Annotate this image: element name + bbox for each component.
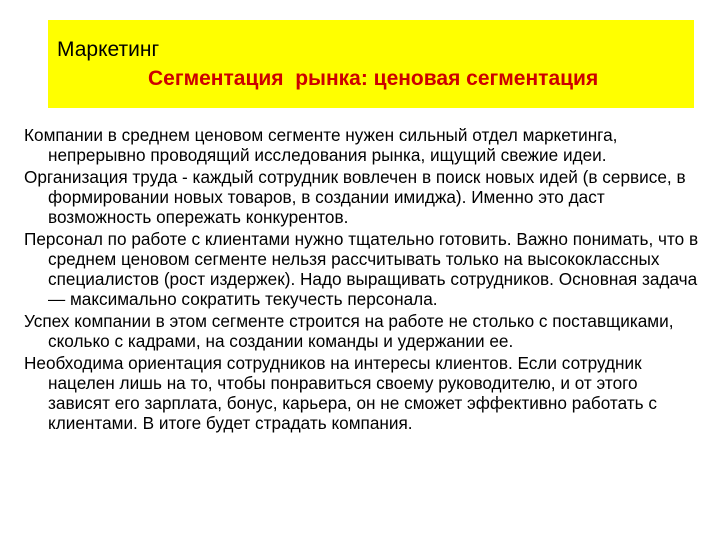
paragraph-client-orientation: Необходима ориентация сотрудников на интересы клиентов. Если сотрудник нацелен лишь на то, чтобы понравиться своему руководителю, и от этого зависят его зарплата, бонус, карьера, он не сможет эффективно работать с клиентами. В итоге будет страдать компания.	[24, 353, 657, 433]
paragraph-company-success: Успех компании в этом сегменте строится на работе не столько с поставщиками, сколько с кадрами, на создании команды и удержании ее.	[24, 311, 674, 351]
paragraph-work-organization: Организация труда - каждый сотрудник вовлечен в поиск новых идей (в сервисе, в формировании новых товаров, в создании имиджа). Именно это даст возможность опережать конкурентов.	[24, 167, 686, 227]
title-banner	[48, 20, 694, 108]
slide-title: Маркетинг	[57, 38, 160, 61]
paragraph-staff-training: Персонал по работе с клиентами нужно тщательно готовить. Важно понимать, что в среднем ценовом сегменте нельзя рассчитывать только на высококлассных специалистов (рост издержек). Надо выращивать сотрудников. Основная задача — максимально сократить текучесть персонала.	[24, 229, 699, 309]
paragraph-middle-segment-marketing: Компании в среднем ценовом сегменте нужен сильный отдел маркетинга, непрерывно проводящий исследования рынка, ищущий свежие идеи.	[24, 125, 618, 165]
slide-subtitle: Сегментация рынка: ценовая сегментация	[148, 67, 599, 90]
content-body	[24, 125, 700, 435]
